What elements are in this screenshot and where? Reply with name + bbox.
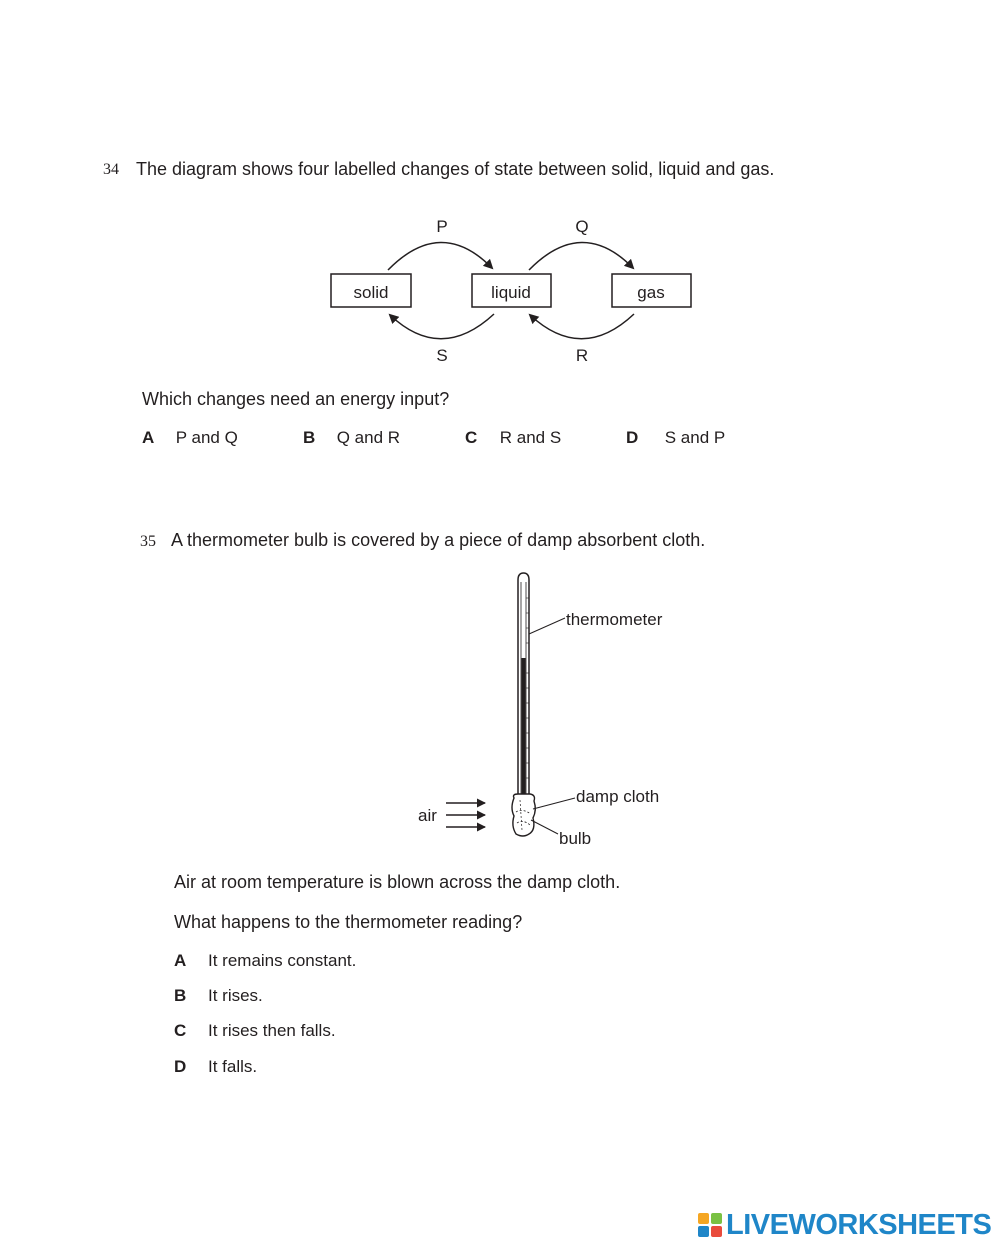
logo-text: LIVEWORKSHEETS [726,1208,992,1241]
logo-icon [698,1213,722,1237]
arrow-p [388,242,492,270]
liveworksheets-logo [698,1208,991,1242]
label-thermometer: thermometer [566,610,663,629]
option-a[interactable] [174,951,356,971]
arrow-q [529,242,633,270]
option-text: P and Q [175,428,238,447]
question-35-line1: Air at room temperature is blown across the damp cloth. [174,872,621,892]
label-p: P [436,217,448,236]
box-gas [612,274,691,307]
option-letter: C [465,428,478,447]
option-a[interactable] [142,428,238,448]
box-gas-label: gas [637,283,665,302]
option-letter: B [174,986,187,1005]
question-number-34: 34 [103,161,119,178]
question-35-stem: A thermometer bulb is covered by a piece of damp absorbent cloth. [171,530,706,550]
question-35-prompt: What happens to the thermometer reading? [174,912,523,932]
option-letter: D [174,1057,187,1076]
option-letter: D [626,428,639,447]
label-air: air [418,806,437,825]
states-of-matter-diagram [320,208,710,373]
box-liquid [472,274,551,307]
option-d[interactable] [174,1057,257,1077]
logo-square-orange [698,1213,709,1224]
option-text: It rises. [208,986,263,1005]
logo-square-green [711,1213,722,1224]
box-solid-label: solid [353,283,389,302]
box-liquid-label: liquid [491,283,531,302]
question-number-35: 35 [140,533,156,550]
thermometer-diagram [410,568,690,848]
air-arrows [446,803,485,827]
option-letter: C [174,1021,187,1040]
arrow-r [530,314,634,339]
question-34-prompt: Which changes need an energy input? [142,389,450,409]
option-c[interactable] [174,1021,336,1041]
option-text: It remains constant. [208,951,357,970]
option-text: S and P [664,428,726,447]
option-d[interactable] [626,428,725,448]
question-34-stem: The diagram shows four labelled changes of state between solid, liquid and gas. [136,159,775,179]
label-s: S [436,346,448,365]
option-text: R and S [499,428,562,447]
thermometer [518,573,529,796]
label-q: Q [575,217,589,236]
box-solid [331,274,411,307]
logo-square-blue [698,1226,709,1237]
option-b[interactable] [174,986,263,1006]
option-letter: A [174,951,187,970]
label-damp-cloth: damp cloth [576,787,660,806]
arrow-s [390,314,494,339]
logo-square-red [711,1226,722,1237]
option-text: It falls. [208,1057,258,1076]
option-text: Q and R [336,428,401,447]
option-letter: A [142,428,155,447]
option-text: It rises then falls. [208,1021,336,1040]
damp-cloth [512,794,535,836]
label-r: R [575,346,589,365]
option-c[interactable] [465,428,561,448]
option-letter: B [303,428,316,447]
option-b[interactable] [303,428,400,448]
label-bulb: bulb [559,829,592,848]
